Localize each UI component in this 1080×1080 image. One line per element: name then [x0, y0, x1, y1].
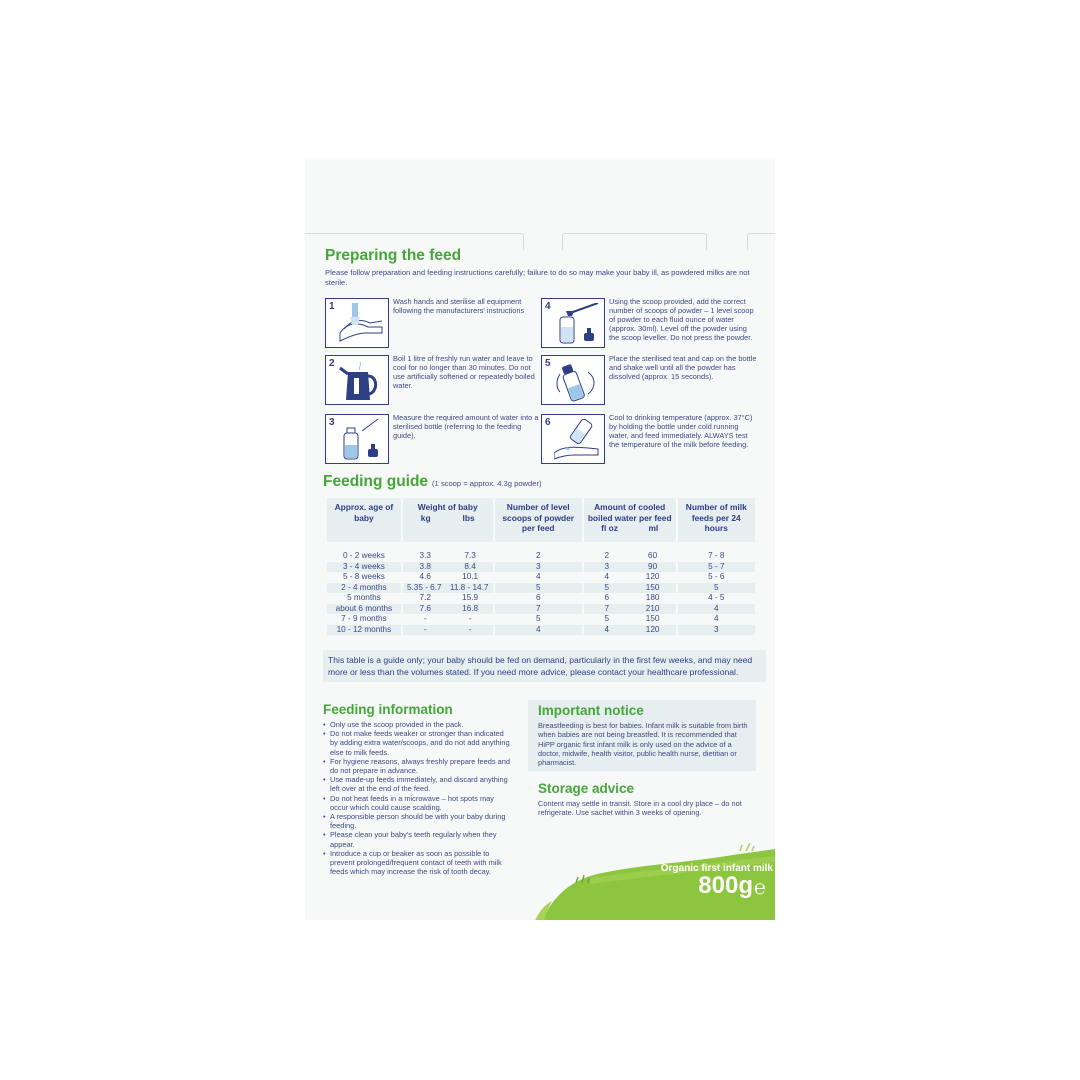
important-notice-box: [528, 700, 756, 771]
cell-feeds: 3: [678, 625, 755, 636]
step-text: Wash hands and sterilise all equipment following the manufacturers' instructions: [393, 297, 525, 316]
cell-floz-ml: [584, 593, 676, 604]
cell-feeds: 4: [713, 614, 719, 623]
header-water: Amount of cooled boiled water per feed fl oz ml: [584, 498, 676, 542]
notice-text: Breastfeeding is best for babies. Infant milk is suitable from birth when babies are not being breastfed. It is recommended that HiPP organic first infant milk is only used on the advice of a doctor, midwife, health visitor, public health nurse, dietitian or pharmacist.: [538, 721, 748, 768]
shake-bottle-icon: [554, 360, 600, 402]
header-floz: fl oz: [601, 523, 618, 533]
cell-kg-lbs: [403, 625, 493, 636]
feeding-info-title: Feeding information: [323, 702, 453, 717]
cell-kg-lbs: [403, 583, 493, 594]
cell-lbs: 7.3: [464, 551, 476, 560]
product-name: Organic first infant milk: [660, 863, 773, 874]
list-item: • For hygiene reasons, always freshly prepare feeds and do not prepare in advance.: [323, 757, 513, 775]
table-row: [327, 583, 755, 594]
cell-kg: 3.8: [419, 561, 431, 571]
cell-floz: 4: [604, 624, 610, 634]
cell-floz-ml: [584, 562, 676, 573]
cell-ml: 210: [645, 603, 660, 613]
cell-feeds: 4: [678, 604, 755, 615]
cell-kg: 3.3: [419, 551, 431, 560]
cell-ml: 90: [648, 561, 658, 571]
cell-kg-lbs: [403, 551, 493, 562]
step-4: [541, 298, 756, 350]
step-number: 5: [545, 358, 551, 369]
step-5: [541, 355, 756, 407]
cell-floz-ml: [584, 583, 676, 594]
step-6: [541, 414, 756, 466]
cell-scoops: 4: [495, 625, 582, 636]
step-number: 4: [545, 301, 551, 312]
cell-floz-ml: [584, 614, 676, 625]
cell-ml: 150: [645, 614, 660, 623]
cell-age: 10 - 12 months: [327, 625, 401, 636]
estimated-sign-icon: ℮: [754, 877, 767, 899]
table-row: [327, 572, 755, 583]
bottle-icon: [338, 419, 384, 461]
cell-feeds: 4 - 5: [708, 593, 725, 602]
step-illustration: [325, 298, 389, 348]
storage-text: Content may settle in transit. Store in a cool dry place – do not refrigerate. Use sachet within 3 weeks of opening.: [538, 799, 742, 818]
cell-age: 3 - 4 weeks: [327, 562, 401, 573]
step-illustration: [325, 355, 389, 405]
step-text: Cool to drinking temperature (approx. 37°C) by holding the bottle under cold running water, and feed immediately. ALWAYS test the temperature of the milk before feeding.: [609, 413, 753, 450]
feeding-guide-title: Feeding guide: [323, 473, 429, 490]
header-lbs: lbs: [462, 512, 475, 523]
cell-floz-ml: [584, 604, 676, 615]
cell-ml: 60: [648, 551, 658, 560]
list-item: • Introduce a cup or beaker as soon as possible to prevent prolonged/frequent contact of teeth with milk feeds which may increase the risk of tooth decay.: [323, 849, 513, 877]
list-item: • Do not heat feeds in a microwave – hot spots may occur which could cause scalding.: [323, 794, 513, 812]
cell-scoops: 2: [535, 551, 541, 560]
cell-kg: -: [423, 624, 427, 634]
table-row: [327, 625, 755, 636]
cell-lbs: 16.8: [462, 603, 479, 613]
step-1: [325, 298, 540, 350]
cell-lbs: 8.4: [464, 561, 476, 571]
cell-lbs: 11.8 - 14.7: [449, 582, 489, 592]
table-note: This table is a guide only; your baby should be fed on demand, particularly in the first few weeks, and may need more or less than the volumes stated. If you need more advice, please contact your healthcare professional.: [323, 650, 766, 682]
cell-lbs: 10.1: [462, 572, 479, 581]
cell-floz-ml: [584, 572, 676, 583]
cell-age: about 6 months: [327, 604, 401, 615]
cell-kg: -: [423, 614, 427, 623]
list-item: • Only use the scoop provided in the pack.: [323, 720, 513, 729]
step-text: Place the sterilised teat and cap on the bottle and shake well until all the powder has dissolved (approx. 15 seconds).: [609, 354, 757, 382]
cell-ml: 120: [645, 572, 660, 581]
header-kg: kg: [420, 512, 431, 523]
cell-lbs: 15.9: [462, 593, 479, 602]
cell-scoops: 6: [535, 593, 541, 602]
list-item: • Please clean your baby's teeth regularly when they appear.: [323, 830, 513, 848]
cell-age: 5 months: [347, 593, 381, 602]
header-scoops: Number of level scoops of powder per feed: [495, 498, 582, 542]
cell-kg-lbs: [403, 562, 493, 573]
panel-fold-line: [562, 233, 707, 250]
cell-kg-lbs: [403, 593, 493, 604]
header-age: Approx. age of baby: [327, 498, 401, 542]
panel-fold-line: [747, 233, 775, 250]
cell-age: 7 - 9 months: [341, 614, 387, 623]
step-number: 3: [329, 417, 335, 428]
feeding-info-list: [323, 720, 513, 876]
cell-floz: 5: [604, 582, 610, 592]
test-temperature-icon: [554, 419, 600, 461]
cell-age: 0 - 2 weeks: [342, 551, 385, 560]
cell-floz-ml: [584, 625, 676, 636]
cell-feeds: 5: [678, 583, 755, 594]
cell-feeds: 7 - 8: [708, 551, 725, 560]
cell-kg: 5.35 - 6.7: [406, 582, 442, 592]
notice-title: Important notice: [538, 703, 644, 718]
cell-kg-lbs: [403, 572, 493, 583]
preparing-intro: Please follow preparation and feeding instructions carefully; failure to do so may make your baby ill, as powdered milks are not sterile.: [325, 268, 750, 287]
list-item: • Use made-up feeds immediately, and discard anything left over at the end of the feed.: [323, 775, 513, 793]
table-row: [327, 562, 755, 573]
cell-floz: 2: [604, 551, 610, 560]
storage-title: Storage advice: [538, 781, 635, 796]
step-3: [325, 414, 540, 466]
preparing-title: Preparing the feed: [325, 247, 462, 264]
cell-floz: 6: [604, 593, 610, 602]
header-feeds: Number of milk feeds per 24 hours: [678, 498, 755, 542]
step-illustration: [541, 355, 605, 405]
feeding-guide-subtitle: (1 scoop = approx. 4.3g powder): [432, 479, 542, 488]
cell-scoops: 4: [535, 572, 541, 581]
step-text: Measure the required amount of water into a sterilised bottle (referring to the feeding guide).: [393, 413, 539, 441]
step-illustration: [541, 298, 605, 348]
header-weight: Weight of baby kg lbs: [403, 498, 493, 542]
step-illustration: [541, 414, 605, 464]
cell-feeds: 5 - 6: [708, 572, 725, 581]
cell-floz: 4: [604, 572, 610, 581]
cell-age: 2 - 4 months: [327, 583, 401, 594]
package-back-panel: [305, 159, 775, 920]
header-ml: ml: [648, 523, 659, 533]
step-number: 6: [545, 417, 551, 428]
cell-feeds: 5 - 7: [678, 562, 755, 573]
cell-scoops: 5: [535, 614, 541, 623]
cell-floz-ml: [584, 551, 676, 562]
cell-floz: 5: [604, 614, 610, 623]
step-illustration: [325, 414, 389, 464]
table-header-row: [327, 498, 755, 542]
kettle-icon: [338, 360, 384, 402]
cell-scoops: 3: [495, 562, 582, 573]
cell-age: 5 - 8 weeks: [342, 572, 385, 581]
scoop-icon: [554, 303, 600, 345]
cell-scoops: 7: [495, 604, 582, 615]
step-number: 1: [329, 301, 335, 312]
product-weight: 800g: [698, 872, 753, 899]
cell-lbs: -: [468, 614, 472, 623]
table-row: [327, 593, 755, 604]
cell-ml: 150: [645, 582, 660, 592]
cell-kg-lbs: [403, 614, 493, 625]
table-row: [327, 614, 755, 625]
table-row: [327, 551, 755, 562]
cell-kg-lbs: [403, 604, 493, 615]
table-row: [327, 604, 755, 615]
step-text: Using the scoop provided, add the correct number of scoops of powder – 1 level scoop of powder to each fluid ounce of water (approx. 30ml). Level off the powder using the scoop leveller. Do not press the powder.: [609, 297, 754, 343]
step-text: Boil 1 litre of freshly run water and leave to cool for no longer than 30 minutes. Do not use artificially softened or repeatedly boiled water.: [393, 354, 535, 391]
cell-floz: 7: [604, 603, 610, 613]
feeding-guide-table: [325, 498, 757, 635]
cell-lbs: -: [468, 624, 472, 634]
step-number: 2: [329, 358, 335, 369]
step-2: [325, 355, 540, 407]
list-item: • A responsible person should be with your baby during feeding.: [323, 812, 513, 830]
list-item: • Do not make feeds weaker or stronger than indicated by adding extra water/scoops, and do not add anything else to milk feeds.: [323, 729, 513, 757]
cell-ml: 120: [645, 624, 660, 634]
cell-kg: 7.6: [419, 603, 431, 613]
cell-kg: 7.2: [419, 593, 431, 602]
washing-hands-icon: [338, 303, 384, 345]
cell-kg: 4.6: [419, 572, 431, 581]
cell-ml: 180: [645, 593, 660, 602]
cell-scoops: 5: [495, 583, 582, 594]
cell-floz: 3: [604, 561, 610, 571]
